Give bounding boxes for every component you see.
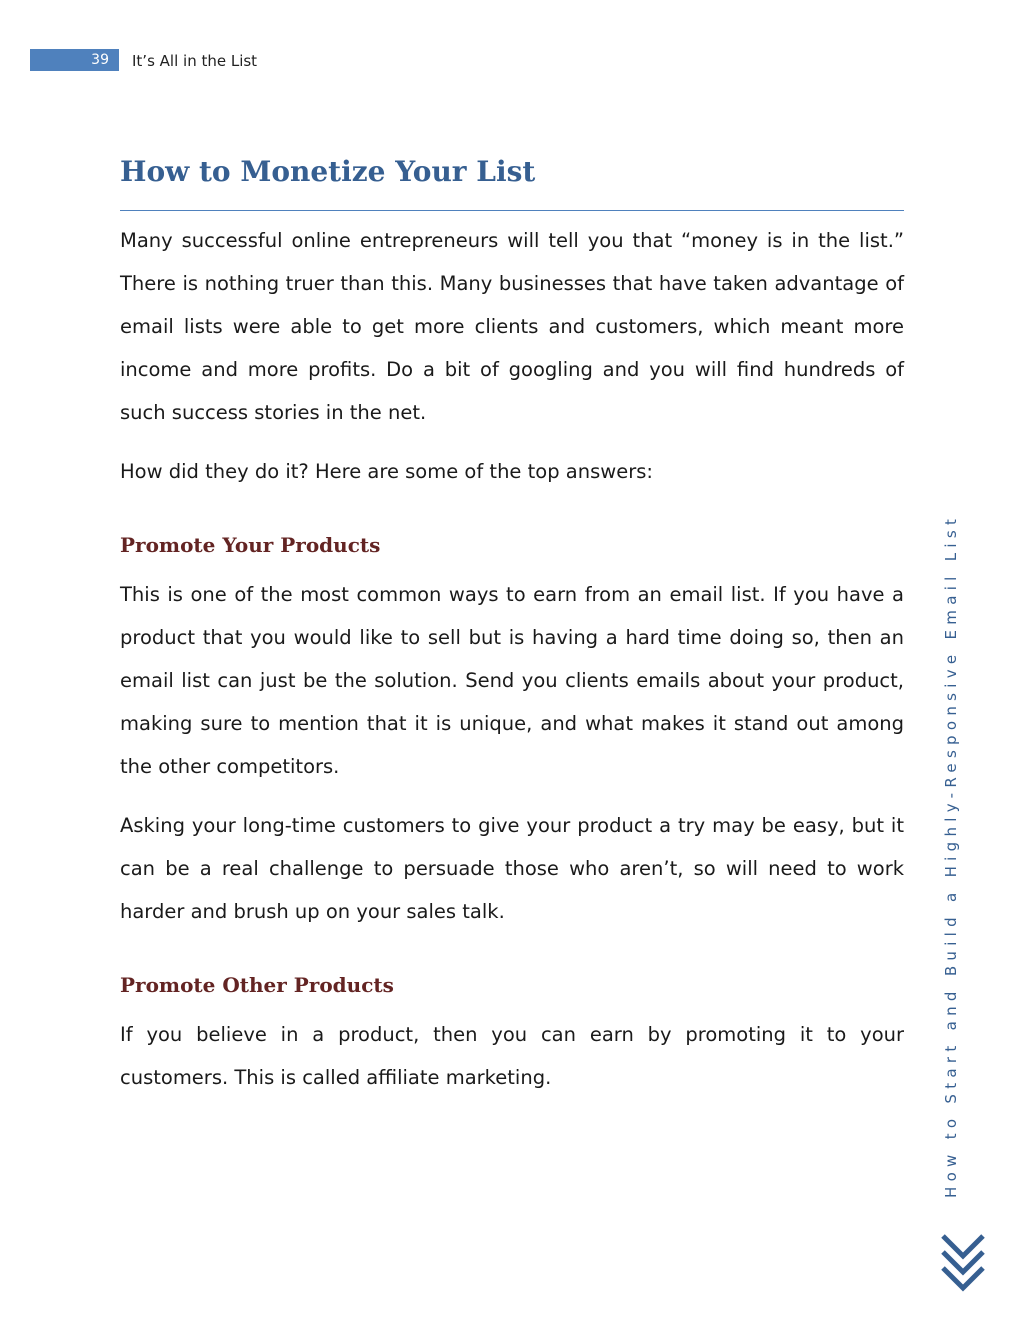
intro-paragraph: How did they do it? Here are some of the top answers: xyxy=(120,460,653,483)
page-content xyxy=(120,150,904,1099)
intro-paragraph: Many successful online entrepreneurs will tell you that “money is in the list.” There is nothing truer than this. Many businesses that have taken advantage of email lists were able to get more clients and customers, which meant more income and more profits. Do a bit of googling and you will find hundreds of such success stories in the net. xyxy=(120,229,904,424)
section-paragraph: Asking your long-time customers to give your product a try may be easy, but it can be a real challenge to persuade those who aren’t, so will need to work harder and brush up on your sales talk. xyxy=(120,814,904,923)
section-heading-promote-other-products: Promote Other Products xyxy=(120,973,394,997)
section-paragraph: If you believe in a product, then you can earn by promoting it to your customers. This is called affiliate marketing. xyxy=(120,1023,904,1089)
page-title: How to Monetize Your List xyxy=(120,150,904,211)
section-heading-promote-your-products: Promote Your Products xyxy=(120,533,381,557)
running-header: It’s All in the List xyxy=(132,52,258,70)
vertical-book-title: How to Start and Build a Highly-Responsive Email List xyxy=(942,513,960,1198)
section-paragraph: This is one of the most common ways to earn from an email list. If you have a product that you would like to sell but is having a hard time doing so, then an email list can just be the solution. Send you clients emails about your product, making sure to mention that it is unique, and what makes it stand out among the other competitors. xyxy=(120,583,904,778)
double-chevron-down-icon xyxy=(938,1232,988,1296)
page-number-bar xyxy=(30,49,119,71)
page-number: 39 xyxy=(91,52,109,68)
